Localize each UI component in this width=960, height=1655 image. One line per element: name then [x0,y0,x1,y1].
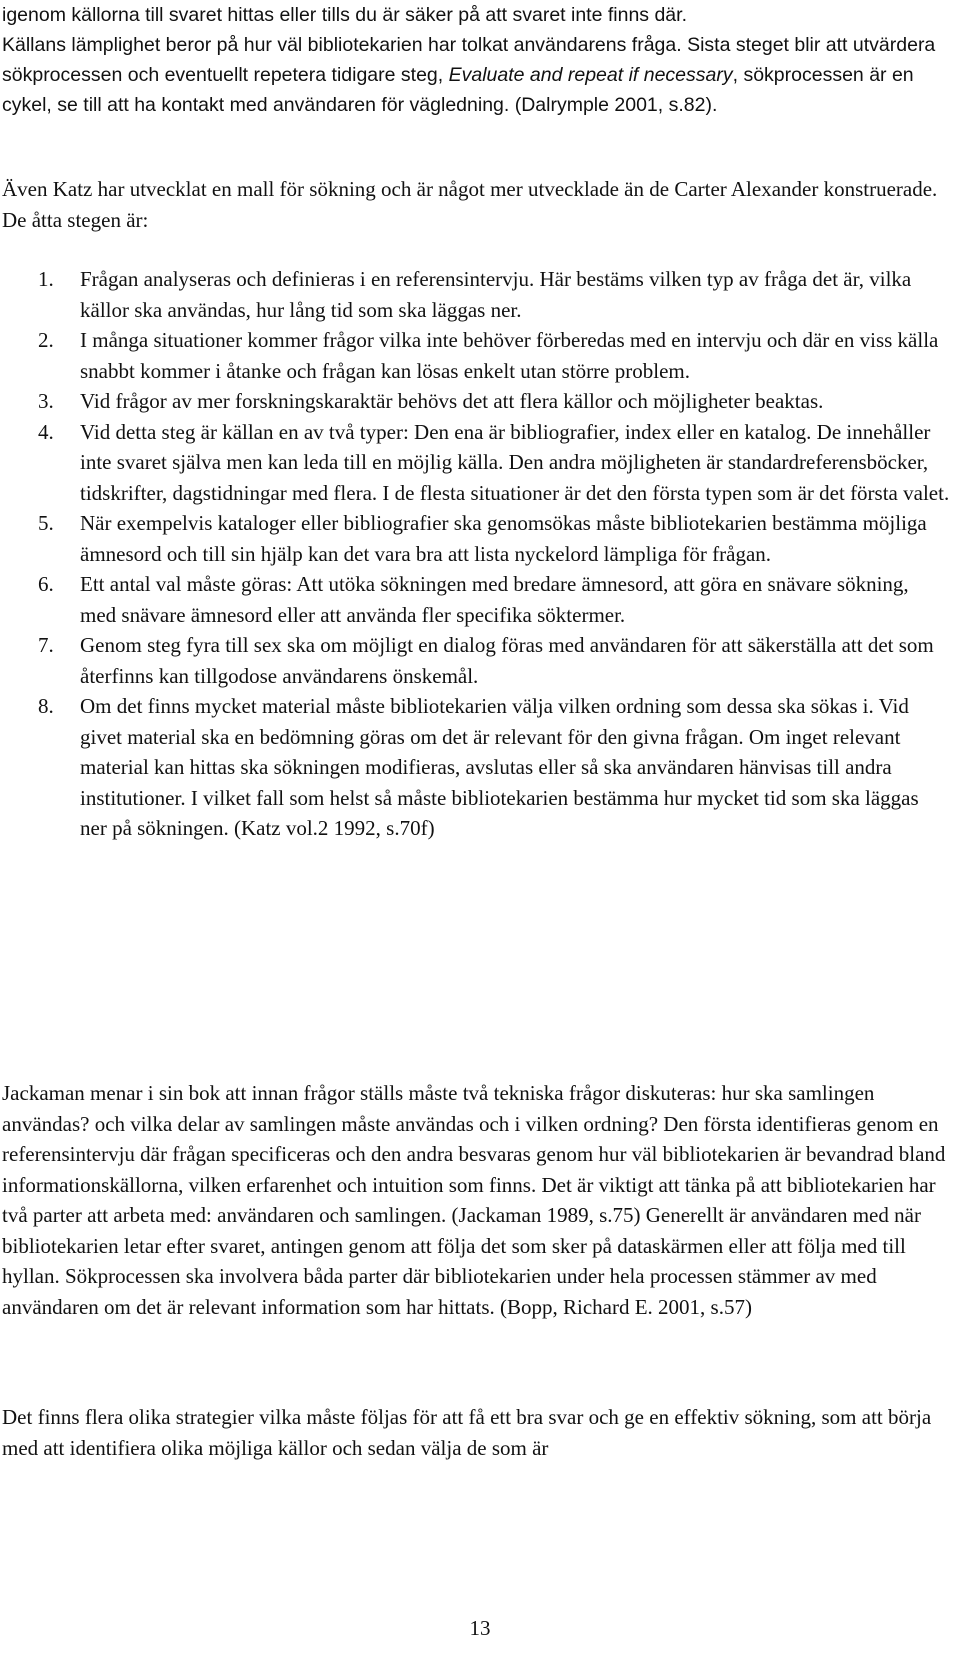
list-item-text: Om det finns mycket material måste bibliotekarien välja vilken ordning som dessa ska sökas i. Vid givet material ska en bedömning göras om det är relevant för den givna frågan. Om inget relevant material kan hittas ska sökningen modifieras, avslutas eller så ska användaren hänvisas till andra institutioner. I vilket fall som helst så måste bibliotekarien bestämma hur mycket tid som ska läggas ner på sökningen. (Katz vol.2 1992, s.70f) [80,694,919,840]
katz-steps-list [2,264,950,844]
intro-line-1: igenom källorna till svaret hittas eller tills du är säker på att svaret inte finns där. [2,4,687,26]
jackaman-paragraph: Jackaman menar i sin bok att innan frågor ställs måste två tekniska frågor diskuteras: hur ska samlingen användas? och vilka delar av samlingen måste användas och i vilken ordning? Den första identifieras genom en referensintervju där frågan specificeras och den andra besvaras genom hur väl bibliotekarien är bevandrad bland informationskällorna, vilken erfarenhet och intuition som finns. Det är viktigt att tänka på att bibliotekarien har två parter att arbeta med: användaren och samlingen. (Jackaman 1989, s.75) Generellt är användaren med när bibliotekarien letar efter svaret, antingen genom att följa det som sker på dataskärmen eller att följa med till hyllan. Sökprocessen ska involvera båda parter där bibliotekarien under hela processen stämmer av med användaren om det är relevant information som har hittats. (Bopp, Richard E. 2001, s.57) [2,1081,946,1319]
list-item-text: Frågan analyseras och definieras i en referensintervju. Här bestäms vilken typ av fråga det är, vilka källor ska användas, hur lång tid som ska läggas ner. [80,267,912,322]
list-item [2,691,950,844]
intro-paragraph [2,0,950,120]
list-item-text: När exempelvis kataloger eller bibliografier ska genomsökas måste bibliotekarien bestämma möjliga ämnesord och till sin hjälp kan det vara bra att lista nyckelord lämpliga för frågan. [80,511,927,566]
list-item-number: 1. [38,267,54,291]
list-item [2,569,950,630]
list-item-text: Genom steg fyra till sex ska om möjligt en dialog föras med användaren för att säkerställa att det som återfinns kan tillgodose användarens önskemål. [80,633,934,688]
intro-italic-phrase: Evaluate and repeat if necessary [448,64,733,86]
list-item-text: Ett antal val måste göras: Att utöka sökningen med bredare ämnesord, att göra en snävare sökning, med snävare ämnesord eller att använda fler specifika söktermer. [80,572,909,627]
list-item [2,325,950,386]
list-item-number: 8. [38,694,54,718]
list-item [2,417,950,509]
list-item-number: 2. [38,328,54,352]
list-item [2,630,950,691]
page-number: 13 [469,1616,491,1640]
list-item [2,264,950,325]
list-item-text: I många situationer kommer frågor vilka inte behöver förberedas med en intervju och där en viss källa snabbt kommer i åtanke och frågan kan lösas enkelt utan större problem. [80,328,939,383]
list-item-number: 4. [38,419,54,444]
list-item-number: 5. [38,511,54,535]
intro-line-2: Källans lämplighet beror på hur väl bibliotekarien har tolkat användarens fråga. Sista steget blir att utvärdera sökprocessen och eventuellt repetera tidigare steg, [2,34,936,86]
list-item-number: 3. [38,389,54,413]
intro-line-3: , sökprocessen är en cykel, se till att ha kontakt med användaren för vägledning. (Dalrymple 2001, s.82). [2,64,914,116]
list-item-text: Vid detta steg är källan en av två typer: Den ena är bibliografier, index eller en katalog. De innehåller inte svaret själva men kan leda till en möjlig källa. Den andra möjligheten är standardreferensböcker, tidskrifter, dagstidningar med flera. I de flesta situationer är det den första typen som är det första valet. [80,419,950,505]
list-item [2,508,950,569]
list-item-text: Vid frågor av mer forskningskaraktär behövs det att flera källor och möjligheter beaktas. [80,389,824,413]
strategier-paragraph: Det finns flera olika strategier vilka måste följas för att få ett bra svar och ge en effektiv sökning, som att börja med att identifiera olika möjliga källor och sedan välja de som är [2,1405,932,1460]
list-item [2,386,950,417]
list-item-number: 7. [38,633,54,657]
katz-intro-paragraph: Även Katz har utvecklat en mall för sökning och är något mer utvecklade än de Carter Alexander konstruerade. De åtta stegen är: [2,177,938,232]
list-item-number: 6. [38,572,54,596]
